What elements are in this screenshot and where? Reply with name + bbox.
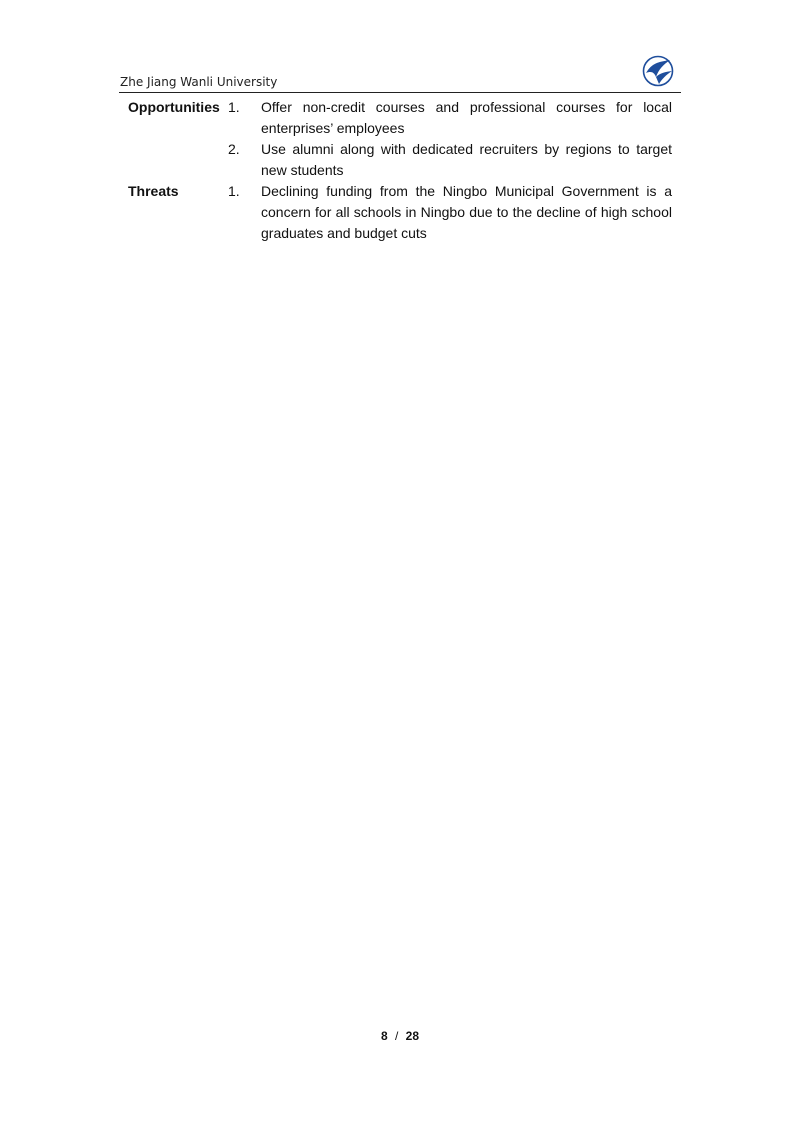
category-label-opportunities: Opportunities xyxy=(128,99,220,115)
page-current: 8 xyxy=(380,1029,388,1043)
category-label-threats: Threats xyxy=(128,183,179,199)
page-total: 28 xyxy=(405,1029,420,1043)
swot-table xyxy=(128,97,672,244)
item-text: Offer non-credit courses and professional courses for local enterprises’ employees xyxy=(261,99,672,136)
table-row xyxy=(128,181,672,244)
page-number xyxy=(0,1029,800,1043)
header-title: Zhe Jiang Wanli University xyxy=(120,75,278,89)
table-row xyxy=(128,97,672,139)
item-number: 1. xyxy=(228,183,240,199)
page-separator: / xyxy=(394,1029,399,1043)
item-number: 2. xyxy=(228,141,240,157)
university-logo-icon xyxy=(641,54,675,88)
item-text: Use alumni along with dedicated recruiters by regions to target new students xyxy=(261,141,672,178)
table-row xyxy=(128,139,672,181)
item-number: 1. xyxy=(228,99,240,115)
page-header xyxy=(119,50,681,93)
item-text: Declining funding from the Ningbo Municipal Government is a concern for all schools in Ningbo due to the decline of high school graduates and budget cuts xyxy=(261,183,672,241)
